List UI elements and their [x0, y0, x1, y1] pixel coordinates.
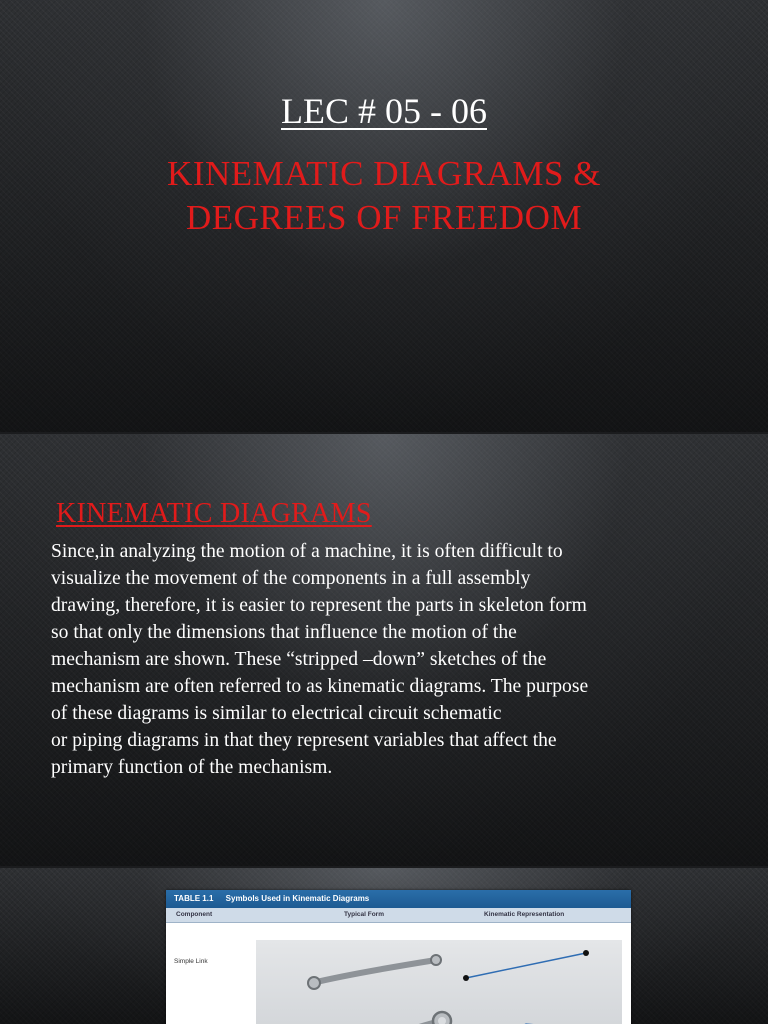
kinematic-symbols-table-image	[166, 890, 631, 1024]
table-title: Symbols Used in Kinematic Diagrams	[225, 894, 370, 903]
table-figure-area	[256, 940, 622, 1024]
kinematic-link-line	[466, 953, 586, 978]
content-slide	[0, 434, 768, 866]
body-line: of these diagrams is similar to electrical circuit schematic	[51, 703, 502, 724]
kinematic-joint-left	[463, 975, 469, 981]
table-column-headers	[166, 908, 631, 923]
body-line: Since,in analyzing the motion of a machine, it is often difficult to	[51, 541, 563, 562]
body-line: or piping diagrams in that they represent variables that affect the	[51, 730, 557, 751]
link-eye-left	[308, 977, 320, 989]
body-line: so that only the dimensions that influence the motion of the	[51, 622, 517, 643]
row-label-simple-link: Simple Link	[174, 958, 208, 965]
col-header-component: Component	[176, 911, 213, 918]
slide-title-line-1: KINEMATIC DIAGRAMS &	[167, 154, 601, 193]
table-number: TABLE 1.1	[174, 894, 214, 903]
body-line: visualize the movement of the components in a full assembly	[51, 568, 531, 589]
slide-title	[40, 152, 728, 240]
link-eye-right	[431, 955, 441, 965]
col-header-typical-form: Typical Form	[344, 911, 384, 918]
section-heading: KINEMATIC DIAGRAMS	[56, 498, 372, 529]
kinematic-joint-right	[583, 950, 589, 956]
table-caption-bar	[166, 890, 631, 908]
slide-title-line-2: DEGREES OF FREEDOM	[186, 198, 582, 237]
col-header-kinematic-representation: Kinematic Representation	[484, 911, 565, 918]
body-line: drawing, therefore, it is easier to represent the parts in skeleton form	[51, 595, 587, 616]
lecture-number: LEC # 05 - 06	[281, 91, 487, 131]
simple-link-part	[312, 960, 436, 983]
body-line: mechanism are often referred to as kinematic diagrams. The purpose	[51, 676, 589, 697]
link-illustration	[256, 940, 622, 1024]
body-paragraph	[51, 538, 691, 781]
title-slide	[0, 0, 768, 432]
table-slide	[0, 868, 768, 1024]
body-line: mechanism are shown. These “stripped –down” sketches of the	[51, 649, 547, 670]
body-line: primary function of the mechanism.	[51, 757, 333, 778]
